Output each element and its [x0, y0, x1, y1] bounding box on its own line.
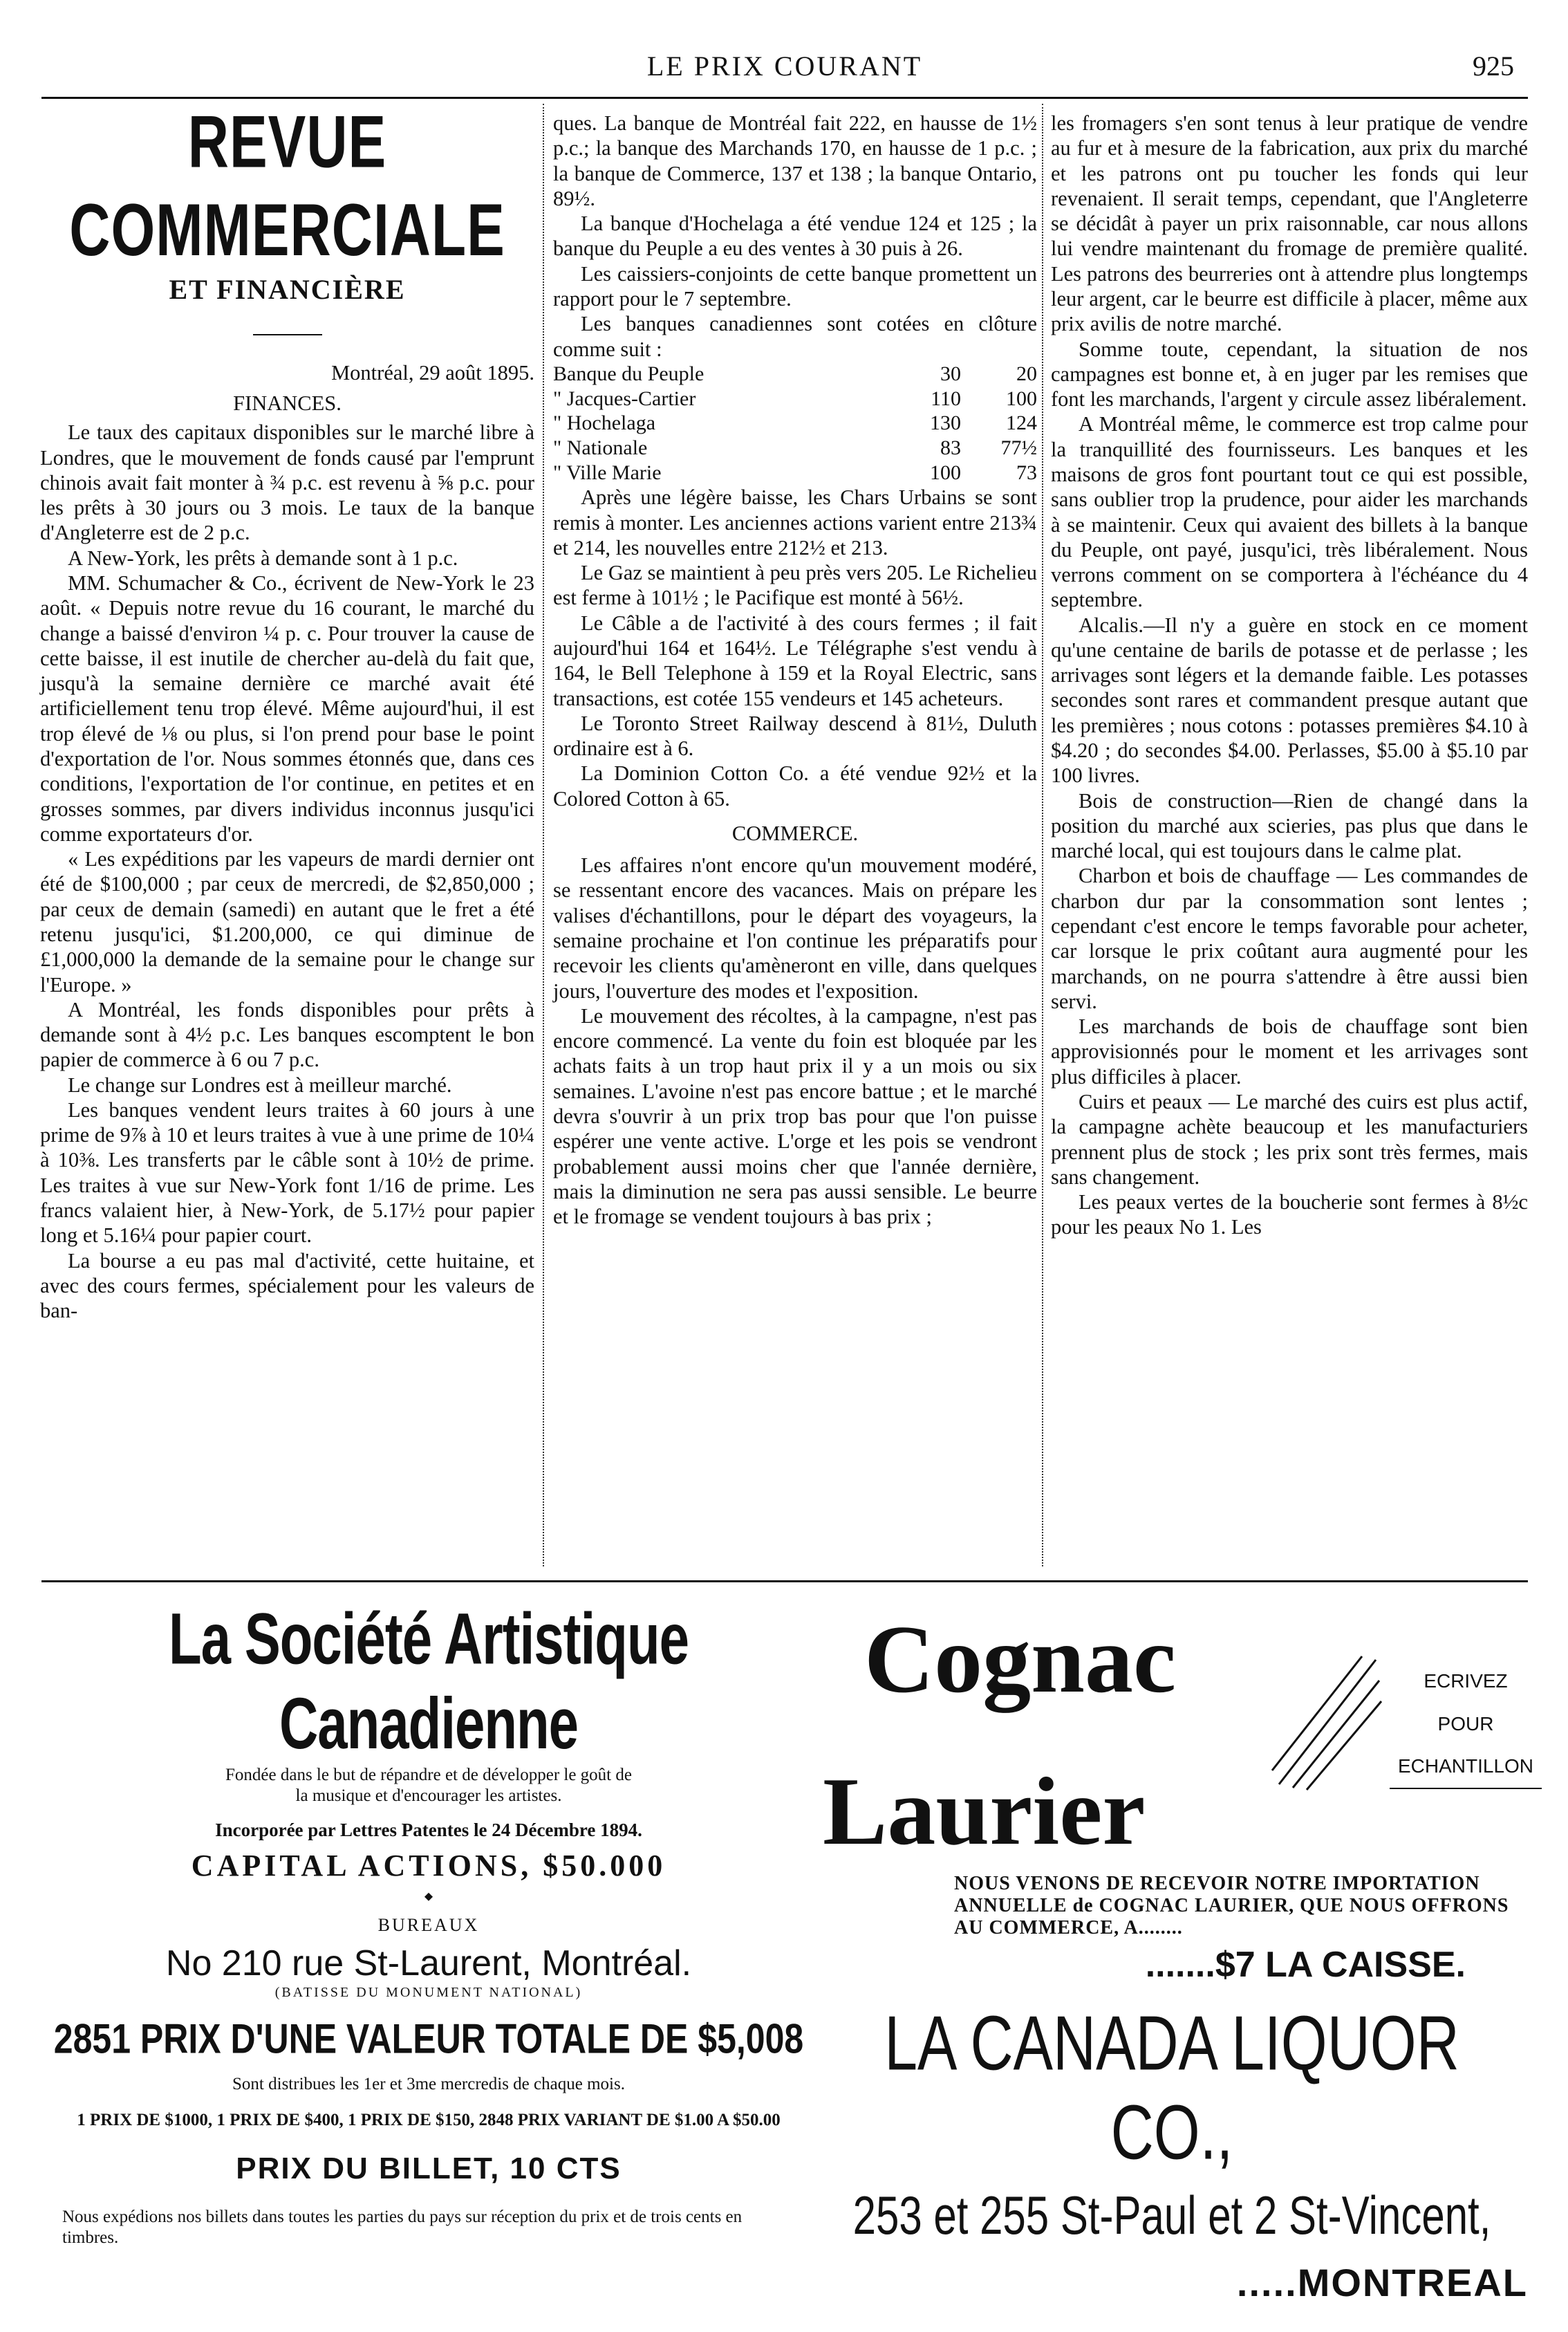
bank-quotes-table [553, 362, 1037, 485]
paragraph: Bois de construction—Rien de changé dans la position du marché aux scieries, pas plus que dans le marché local, qui est toujours dans le calme plat. [1051, 788, 1528, 863]
ad-city: .....MONTREAL [1236, 2260, 1528, 2304]
paragraph: Les caissiers-conjoints de cette banque promettent un rapport pour le 7 septembre. [553, 261, 1037, 311]
paragraph: Alcalis.—Il n'y a guère en stock en ce moment qu'une centaine de barils de potasse et de perlasse ; les arrivages sont légers et la demande faible. Les potasses secondes sont rares et commandent presque autant que les premières ; nous cotons : potasses premières $4.10 à $4.20 ; do secondes $4.00. Perlasses, $5.00 à $5.10 par 100 livres. [1051, 613, 1528, 788]
bank-quote: 100 [930, 461, 961, 484]
column-3 [1051, 111, 1528, 1240]
subheadline: ET FINANCIÈRE [169, 274, 406, 306]
table-row [553, 362, 1037, 387]
paragraph: Le mouvement des récoltes, à la campagne, n'est pas encore commencé. La vente du foin est bloquée par les achats faits à un trop haut prix il y a un mois ou six semaines. L'avoine n'est pas encore battue ; et le marché devra s'ouvrir à un prix trop bas pour que l'on puisse espérer une vente active. L'orge et les pois se vendront probablement aussi moins cher que l'année dernière, mais la diminution ne sera pas aussi sensible. Le beurre et le fromage se vendent toujours à bas prix ; [553, 1003, 1037, 1229]
ad-incorporated: Incorporée par Lettres Patentes le 24 Décembre 1894. [215, 1820, 642, 1840]
bank-quote: 100 [1006, 387, 1037, 410]
rule [253, 334, 322, 335]
paragraph: Les marchands de bois de chauffage sont bien approvisionnés pour le moment et les arrivages sont plus difficiles à placer. [1051, 1015, 1528, 1089]
paragraph: Le taux des capitaux disponibles sur le marché libre à Londres, que le mouvement de fonds causé par l'emprunt chinois avait fait monter à ¾ p.c. est revenu à ⅝ p.c. pour les prêts à 30 jours ou 3 mois. Le taux de la banque d'Angleterre est de 2 p.c. [40, 420, 534, 545]
column-2 [553, 111, 1037, 1229]
ad-address: No 210 rue St-Laurent, Montréal. [165, 1943, 692, 1984]
ads-rule [41, 1580, 1528, 1582]
paragraph: Cuirs et peaux — Le marché des cuirs est plus actif, la campagne achète beaucoup et les manufacturiers prennent plus de stock ; les prix sont très fermes, mais sans changement. [1051, 1089, 1528, 1189]
column-divider [1042, 104, 1043, 1566]
bank-quote: 77½ [1000, 436, 1037, 459]
paragraph: A Montréal, les fonds disponibles pour prêts à demande sont à 4½ p.c. Les banques escomptent le bon papier de commerce à 6 ou 7 p.c. [40, 997, 534, 1072]
ad-laurier-title: Laurier [823, 1758, 1146, 1865]
paragraph: Les banques canadiennes sont cotées en clôture comme suit : [553, 312, 1037, 361]
table-row [553, 387, 1037, 411]
bank-quote: 124 [1006, 411, 1037, 435]
ad-bureaux: BUREAUX [377, 1915, 480, 1936]
page-header [41, 43, 1528, 98]
paragraph: Le change sur Londres est à meilleur marché. [68, 1073, 452, 1097]
ad-price: .......$7 LA CAISSE. [1145, 1944, 1466, 1985]
ad-side-text: ECRIVEZ [1424, 1670, 1508, 1692]
table-row [553, 461, 1037, 485]
ad-company: LA CANADA LIQUOR CO., [884, 2000, 1459, 2176]
section-heading: FINANCES. [233, 391, 342, 416]
bank-name: " Hochelaga [553, 411, 656, 435]
paragraph: A New-York, les prêts à demande sont à 1 p.c. [68, 546, 458, 570]
bank-name: " Nationale [553, 436, 648, 459]
section-heading: COMMERCE. [731, 821, 859, 845]
paragraph: les fromagers s'en sont tenus à leur pratique de vendre au fur et à mesure de la fabrication, aux prix du marché et les patrons ont pu toucher les fonds qui leur revenaient. Il serait temps, cependant, que l'Angleterre se décidât à payer un prix raisonnable, car nous allons lui vendre maintenant du fromage de première qualité. Les patrons des beurreries ont à attendre plus longtemps leur argent, car le beurre est difficile à placer, même aux prix avilis de notre marché. [1051, 111, 1528, 336]
ad-address: 253 et 255 St-Paul et 2 St-Vincent, [852, 2185, 1491, 2246]
paragraph: Le Toronto Street Railway descend à 81½, Duluth ordinaire est à 6. [553, 711, 1037, 761]
decorative-strokes-icon [1258, 1653, 1383, 1791]
table-row [553, 436, 1037, 461]
page-number: 925 [1473, 50, 1514, 82]
paragraph: Les peaux vertes de la boucherie sont fermes à 8½c pour les peaux No 1. Les [1051, 1190, 1528, 1239]
ad-title: La Société Artistique Canadienne [169, 1597, 689, 1765]
paragraph: Charbon et bois de chauffage — Les commandes de charbon dur par la consommation sont lentes ; cependant c'est encore le temps favorable pour acheter, car lorsque le prix coûtant aura augmenté pour les marchands, on ne pourra s'attendre à être aussi bien servi. [1051, 864, 1528, 1013]
ad-shipping: Nous expédions nos billets dans toutes les parties du pays sur réception du prix et de trois cents en timbres. [62, 2208, 743, 2248]
bank-name: Banque du Peuple [553, 362, 704, 385]
ad-prize-list: 1 PRIX DE $1000, 1 PRIX DE $400, 1 PRIX DE $150, 2848 PRIX VARIANT DE $1.00 A $50.00 [77, 2111, 781, 2130]
ad-prizes: 2851 PRIX D'UNE VALEUR TOTALE DE $5,008 [53, 2015, 804, 2062]
ad-ticket-price: PRIX DU BILLET, 10 CTS [236, 2151, 622, 2186]
advertisements [41, 1591, 1534, 2304]
bank-quote: 130 [930, 411, 961, 435]
paragraph: La bourse a eu pas mal d'activité, cette huitaine, et avec des cours fermes, spécialement pour les valeurs de ban- [40, 1248, 534, 1323]
ad-side-text: POUR [1437, 1712, 1494, 1734]
ad-cognac-title: Cognac [864, 1606, 1177, 1713]
bank-quote: 73 [1016, 461, 1037, 484]
ad-building: (BATISSE DU MONUMENT NATIONAL) [274, 1985, 583, 2001]
paragraph: ques. La banque de Montréal fait 222, en hausse de 1½ p.c.; la banque des Marchands 170, en hausse de 1 p.c. ; la banque de Commerce, 137 et 138 ; la banque Ontario, 89½. [553, 111, 1037, 210]
dateline: Montréal, 29 août 1895. [331, 360, 534, 385]
bank-quote: 20 [1016, 362, 1037, 385]
column-1 [40, 101, 534, 1323]
headline: REVUE COMMERCIALE [69, 101, 505, 271]
ad-distribution: Sont distribues les 1er et 3me mercredis de chaque mois. [232, 2075, 625, 2094]
table-row [553, 411, 1037, 436]
paragraph: Les banques vendent leurs traites à 60 jours à une prime de 9⅞ à 10 et leurs traites à vue à une prime de 10¼ à 10⅜. Les transferts par le câble sont à 10½ de prime. Les traites à vue sur New-York font 1/16 de prime. Les francs valaient hier, à New-York, de 5.17½ pour papier long et 5.16¼ pour papier court. [40, 1098, 534, 1248]
ad-founded: Fondée dans le but de répandre et de développer le goût de la musique et d'encourager les artistes. [225, 1766, 632, 1805]
column-divider [543, 104, 544, 1566]
paragraph: Le Gaz se maintient à peu près vers 205. Le Richelieu est ferme à 101½ ; le Pacifique est monté à 56½. [553, 561, 1037, 610]
ad-societe-artistique [41, 1591, 816, 2248]
ad-notice: NOUS VENONS DE RECEVOIR NOTRE IMPORTATION ANNUELLE de COGNAC LAURIER, QUE NOUS OFFRONS AU COMMERCE, A........ [954, 1873, 1509, 1939]
paragraph: A Montréal même, le commerce est trop calme pour la tranquillité des fournisseurs. Les banques et les maisons de gros font pourtant tout ce qui est possible, sans oublier trop la prudence, pour aider les marchands à se maintenir. Ceux qui avaient des billets à la banque du Peuple, ont payé, jusqu'ici, très libéralement. Nous verrons comment on se comportera à l'échéance du 4 septembre. [1051, 412, 1528, 612]
paragraph: Somme toute, cependant, la situation de nos campagnes est bonne et, à en juger par les remises que font les marchands, l'argent y circule assez libéralement. [1051, 337, 1528, 411]
paragraph: Le Câble a de l'activité à des cours fermes ; il fait aujourd'hui 164 et 164½. Le Télégraphe s'est vendu à 164, le Bell Telephone à 159 et la Royal Electric, sans transactions, est cotée 155 vendeurs et 145 acheteurs. [553, 611, 1037, 710]
ad-cognac-laurier [816, 1591, 1534, 2305]
bank-name: " Jacques-Cartier [553, 387, 696, 410]
paragraph: La banque d'Hochelaga a été vendue 124 et 125 ; la banque du Peuple a eu des ventes à 30 puis à 26. [553, 212, 1037, 261]
ad-capital: CAPITAL ACTIONS, $50.000 [191, 1849, 666, 1883]
bank-quote: 83 [940, 436, 961, 459]
ad-side-text: ECHANTILLON [1390, 1745, 1542, 1789]
paragraph: MM. Schumacher & Co., écrivent de New-York le 23 août. « Depuis notre revue du 16 courant, le marché du change a baissé d'environ ¼ p. c. Pour trouver la cause de cette baisse, il est inutile de chercher au-delà du fait que, jusqu'à la semaine dernière ce marché avait été artificiellement tenu trop élevé. Même aujourd'hui, il est trop élevé de ⅛ ou plus, si l'on prend pour base le point d'exportation de l'or. Nous sommes étonnés que, dans ces conditions, l'exportation de l'or continue, en petites et en grosses sommes, par divers individus inconnus jusqu'ici comme exportateurs d'or. [40, 571, 534, 846]
paragraph: Après une légère baisse, les Chars Urbains se sont remis à monter. Les anciennes actions varient entre 213¾ et 214, les nouvelles entre 212½ et 213. [553, 485, 1037, 559]
paragraph: Les affaires n'ont encore qu'un mouvement modéré, se ressentant encore des vacances. Mais on prépare les valises d'échantillons, pour le départ des voyageurs, la semaine prochaine et l'on continue les préparatifs pour recevoir les clients qu'amèneront en ville, dans quelques jours, l'ouverture des modes et l'exposition. [553, 853, 1037, 1003]
publication-title: LE PRIX COURANT [646, 50, 923, 82]
paragraph: La Dominion Cotton Co. a été vendue 92½ et la Colored Cotton à 65. [553, 761, 1037, 811]
bank-quote: 110 [931, 387, 961, 410]
ornament-icon: ⬩ [424, 1882, 433, 1910]
paragraph: « Les expéditions par les vapeurs de mardi dernier ont été de $100,000 ; par ceux de mercredi, de $2,850,000 ; par ceux de demain (samedi) en autant que le fret a été retenu jusqu'ici, $1.200,000, ce qui diminue de £1,000,000 la demande de la semaine pour le change sur l'Europe. » [40, 847, 534, 997]
bank-name: " Ville Marie [553, 461, 662, 484]
ad-side-box [1390, 1660, 1542, 1789]
bank-quote: 30 [940, 362, 961, 385]
